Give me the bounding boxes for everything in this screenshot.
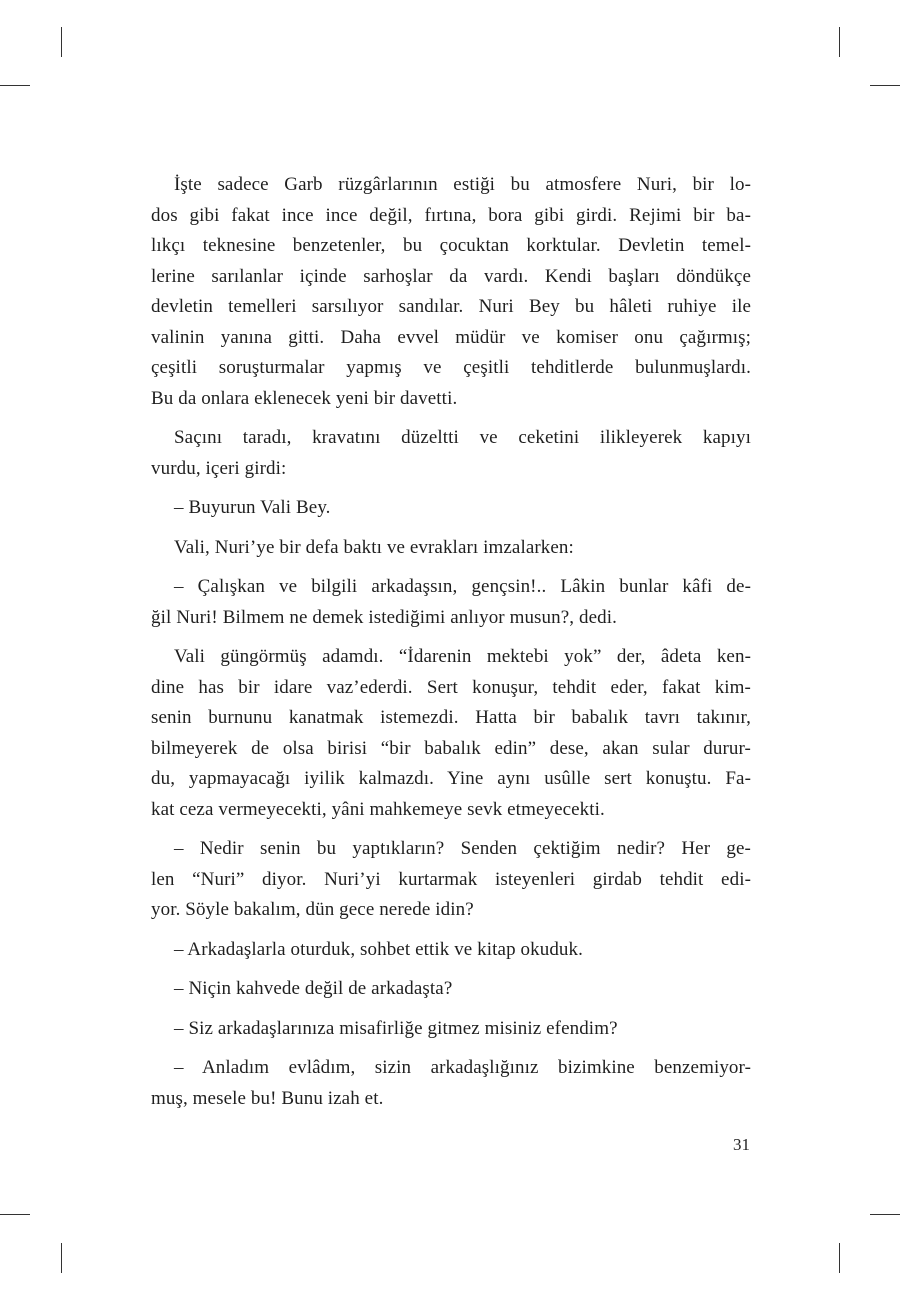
text-line: devletin temelleri sarsılıyor sandılar. Nuri Bey bu hâleti ruhiye ile xyxy=(151,296,751,317)
crop-mark-bottom-left xyxy=(61,1243,62,1273)
paragraph xyxy=(151,974,751,1005)
paragraph xyxy=(151,834,751,926)
text-line: çeşitli soruşturmalar yapmış ve çeşitli tehditlerde bulunmuşlardı. xyxy=(151,357,751,378)
crop-mark-top-left-h xyxy=(0,85,30,86)
crop-mark-top-left xyxy=(61,27,62,57)
paragraph xyxy=(151,1014,751,1045)
text-line: – Anladım evlâdım, sizin arkadaşlığınız bizimkine benzemiyor- xyxy=(174,1057,751,1078)
paragraph xyxy=(151,423,751,484)
text-line: Vali, Nuri’ye bir defa baktı ve evrakları imzalarken: xyxy=(174,536,574,558)
text-line: senin burnunu kanatmak istemezdi. Hatta bir babalık tavrı takınır, xyxy=(151,707,751,728)
text-line: – Buyurun Vali Bey. xyxy=(174,497,331,518)
text-line: ğil Nuri! Bilmem ne demek istediğimi anlıyor musun?, dedi. xyxy=(151,606,617,628)
text-line: – Nedir senin bu yaptıkların? Senden çektiğim nedir? Her ge- xyxy=(174,838,751,859)
text-line: muş, mesele bu! Bunu izah et. xyxy=(151,1087,384,1109)
text-line: du, yapmayacağı iyilik kalmazdı. Yine aynı usûlle sert konuştu. Fa- xyxy=(151,768,751,789)
text-line: dine has bir idare vaz’ederdi. Sert konuşur, tehdit eder, fakat kim- xyxy=(151,676,751,698)
text-line: lıkçı teknesine benzetenler, bu çocuktan korktular. Devletin temel- xyxy=(151,235,751,256)
paragraph xyxy=(151,170,751,414)
crop-mark-bottom-right xyxy=(839,1243,840,1273)
text-line: – Çalışkan ve bilgili arkadaşsın, gençsin!.. Lâkin bunlar kâfi de- xyxy=(174,576,751,597)
paragraph xyxy=(151,935,751,966)
paragraph xyxy=(151,533,751,564)
crop-mark-top-right xyxy=(839,27,840,57)
text-line: – Arkadaşlarla oturduk, sohbet ettik ve kitap okuduk. xyxy=(174,938,583,960)
page-body-text xyxy=(151,170,751,1114)
text-line: – Siz arkadaşlarınıza misafirliğe gitmez misiniz efendim? xyxy=(174,1017,618,1039)
text-line: İşte sadece Garb rüzgârlarının estiği bu atmosfere Nuri, bir lo- xyxy=(174,174,751,195)
text-line: lerine sarılanlar içinde sarhoşlar da vardı. Kendi başları döndükçe xyxy=(151,265,751,287)
text-line: kat ceza vermeyecekti, yâni mahkemeye sevk etmeyecekti. xyxy=(151,798,605,820)
text-line: bilmeyerek de olsa birisi “bir babalık edin” dese, akan sular durur- xyxy=(151,737,751,759)
crop-mark-bottom-left-h xyxy=(0,1214,30,1215)
text-line: Bu da onlara eklenecek yeni bir davetti. xyxy=(151,387,458,409)
text-line: dos gibi fakat ince ince değil, fırtına, bora gibi girdi. Rejimi bir ba- xyxy=(151,204,751,226)
crop-mark-bottom-right-h xyxy=(870,1214,900,1215)
text-line: vurdu, içeri girdi: xyxy=(151,457,287,479)
paragraph xyxy=(151,493,751,524)
paragraph xyxy=(151,1053,751,1114)
text-line: – Niçin kahvede değil de arkadaşta? xyxy=(174,978,453,999)
page-number: 31 xyxy=(733,1135,750,1154)
text-line: yor. Söyle bakalım, dün gece nerede idin? xyxy=(151,899,474,920)
paragraph xyxy=(151,642,751,825)
crop-mark-top-right-h xyxy=(870,85,900,86)
text-line: valinin yanına gitti. Daha evvel müdür ve komiser onu çağırmış; xyxy=(151,326,751,348)
text-line: Saçını taradı, kravatını düzeltti ve ceketini ilikleyerek kapıyı xyxy=(174,427,751,448)
paragraph xyxy=(151,572,751,633)
text-line: Vali güngörmüş adamdı. “İdarenin mektebi yok” der, âdeta ken- xyxy=(174,646,751,667)
text-line: len “Nuri” diyor. Nuri’yi kurtarmak isteyenleri girdab tehdit edi- xyxy=(151,868,751,890)
